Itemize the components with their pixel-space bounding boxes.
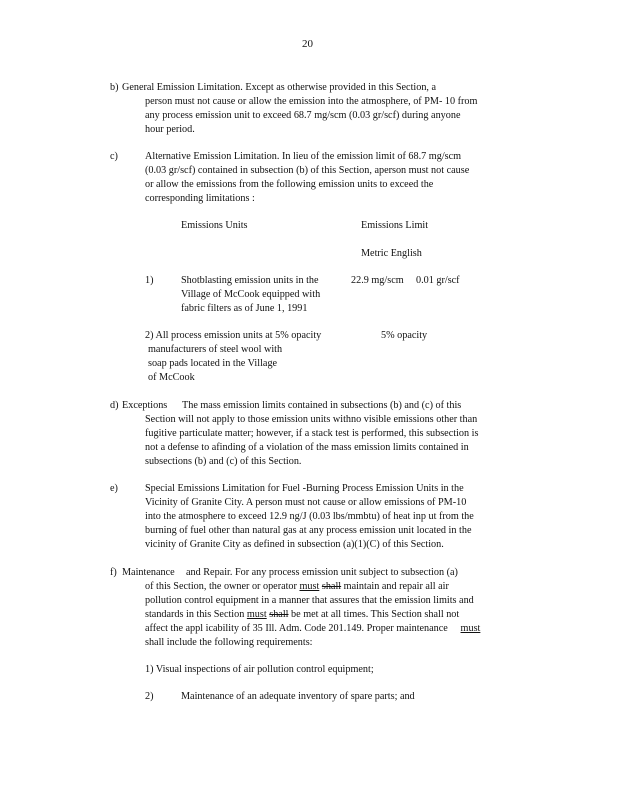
section-f-line-2: [145, 580, 449, 594]
table-header-units: Emissions Units: [181, 220, 248, 231]
inserted-text-must: must: [299, 581, 320, 592]
table-row-2-line-3: soap pads located in the Village: [148, 358, 278, 369]
table-row-2-limit: 5% opacity: [381, 330, 428, 341]
inserted-text-must-2: must: [246, 609, 267, 620]
section-d-line-1: The mass emission limits contained in subsections (b) and (c) of this: [182, 400, 462, 411]
section-c-line-1: Alternative Emission Limitation. In lieu of the emission limit of 68.7 mg/scm: [145, 151, 462, 162]
table-row-2-line-1: 2) All process emission units at 5% opacity: [145, 330, 322, 341]
table-row-1-desc-3: fabric filters as of June 1, 1991: [181, 303, 308, 314]
section-f-label: f): [110, 567, 117, 578]
table-row-1-english: 0.01 gr/scf: [416, 275, 460, 286]
section-e-line-5: vicinity of Granite City as defined in subsection (a)(1)(C) of this Section.: [145, 539, 444, 550]
table-row-2-line-4: of McCook: [148, 372, 195, 383]
section-f-line-2-pre: of this Section, the owner or operator: [145, 581, 300, 592]
table-row-1-desc-2: Village of McCook equipped with: [181, 289, 321, 300]
table-row-1-metric: 22.9 mg/scm: [351, 275, 404, 286]
struck-text-shall-2: shall: [269, 609, 289, 620]
section-e-line-1: Special Emissions Limitation for Fuel -Burning Process Emission Units in the: [145, 483, 464, 494]
section-b-label: b): [110, 82, 119, 93]
section-f-line-4-pre: standards in this Section: [145, 609, 247, 620]
section-f-line-4-post: be met at all times. This Section shall not: [288, 609, 460, 620]
section-f-line-6: shall include the following requirements:: [145, 637, 313, 648]
section-b-line-4: hour period.: [145, 124, 195, 135]
section-f-line-5: [145, 622, 480, 636]
section-f-line-3: pollution control equipment in a manner that assures that the emission limits and: [145, 595, 474, 606]
table-row-1-desc-1: Shotblasting emission units in the: [181, 275, 319, 286]
table-row-1-num: 1): [145, 275, 154, 286]
section-f-line-4: [145, 608, 459, 622]
section-c-line-2: (0.03 gr/scf) contained in subsection (b) of this Section, aperson must not cause: [145, 165, 470, 176]
section-b-line-1: General Emission Limitation. Except as otherwise provided in this Section, a: [122, 82, 437, 93]
section-d-label: d): [110, 400, 119, 411]
section-f-line-2-post: maintain and repair all air: [343, 581, 449, 592]
section-f-line-5-text: affect the appl icability of 35 Ill. Adm. Code 201.149. Proper maintenance: [145, 623, 448, 634]
requirement-2: Maintenance of an adequate inventory of spare parts; and: [181, 691, 415, 702]
section-c-line-4: corresponding limitations :: [145, 193, 255, 204]
section-f-line-1: and Repair. For any process emission unit subject to subsection (a): [186, 567, 458, 578]
section-d-title: Exceptions: [122, 400, 168, 411]
section-e-line-4: burning of fuel other than natural gas at any process emission unit located in the: [145, 525, 472, 536]
table-header-limit: Emissions Limit: [361, 220, 429, 231]
table-row-2-line-2: manufacturers of steel wool with: [148, 344, 283, 355]
section-f-title: Maintenance: [122, 567, 175, 578]
section-e-line-2: Vicinity of Granite City. A person must not cause or allow emissions of PM-10: [145, 497, 467, 508]
section-d-line-2: Section will not apply to those emission units withno visible emissions other than: [145, 414, 478, 425]
section-c-line-3: or allow the emissions from the following emission units to exceed the: [145, 179, 434, 190]
struck-text-shall: shall: [321, 581, 342, 592]
section-c-label: c): [110, 151, 118, 162]
section-d-line-3: fugitive particulate matter; however, if a stack test is performed, this subsection is: [145, 428, 479, 439]
section-e-line-3: into the atmosphere to exceed 12.9 ng/J (0.03 lbs/mmbtu) of heat inp ut from the: [145, 511, 474, 522]
requirement-2-num: 2): [145, 691, 154, 702]
inserted-text-must-3: must: [460, 623, 481, 634]
section-d-line-5: subsections (b) and (c) of this Section.: [145, 456, 302, 467]
section-b-line-2: person must not cause or allow the emission into the atmosphere, of PM- 10 from: [145, 96, 478, 107]
section-d-line-4: not a defense to afinding of a violation of the mass emission limits contained in: [145, 442, 469, 453]
section-e-label: e): [110, 483, 118, 494]
table-header-metric-english: Metric English: [361, 248, 422, 259]
section-b-line-3: any process emission unit to exceed 68.7 mg/scm (0.03 gr/scf) during anyone: [145, 110, 461, 121]
requirement-1: 1) Visual inspections of air pollution control equipment;: [145, 664, 374, 675]
page-number: 20: [302, 38, 313, 50]
